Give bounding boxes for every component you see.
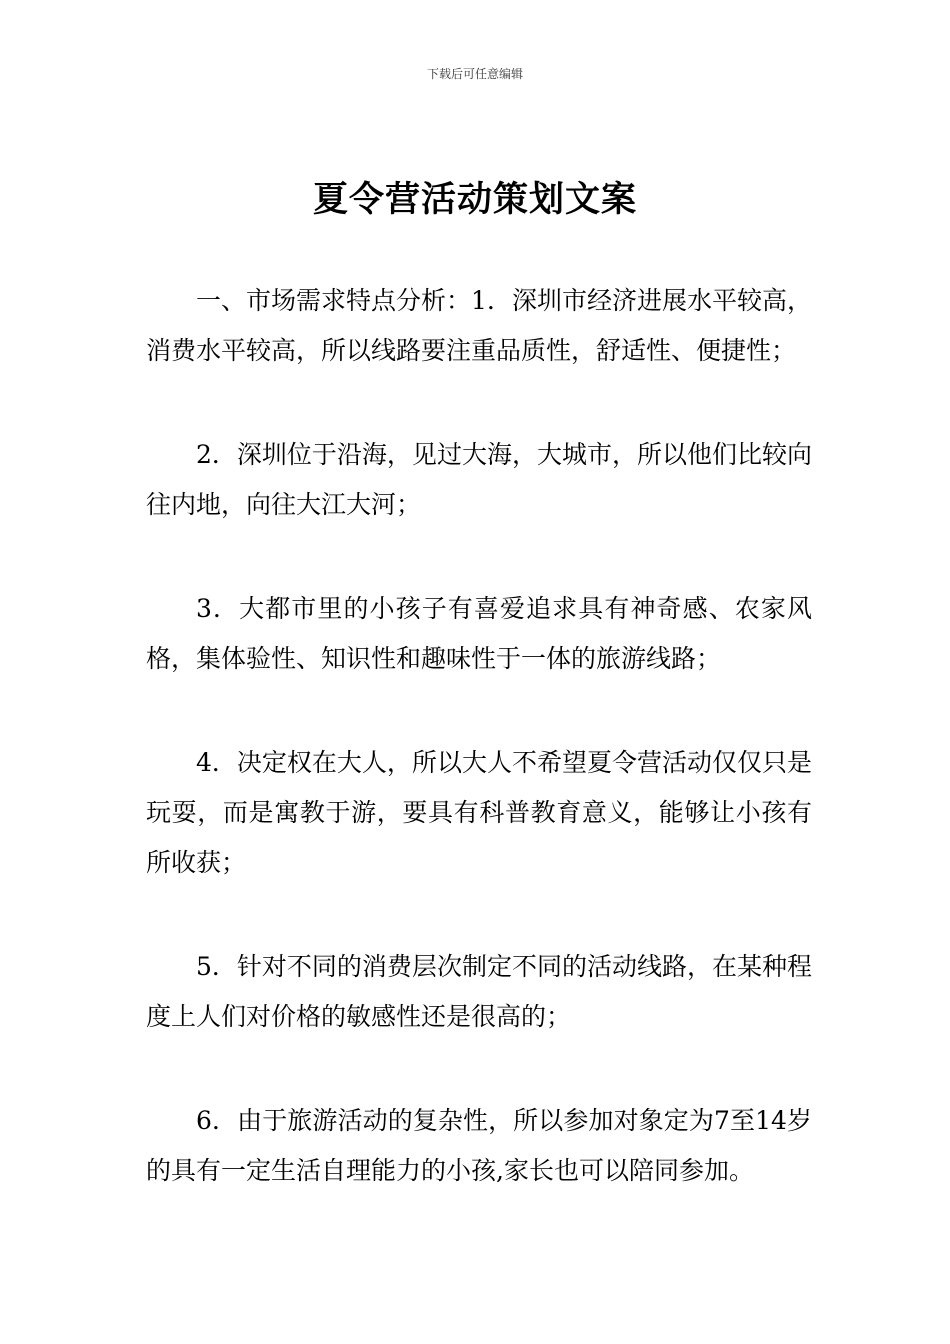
paragraph-point-4: 4．决定权在大人，所以大人不希望夏令营活动仅仅只是玩耍，而是寓教于游，要具有科普教育意义，能够让小孩有所收获； bbox=[146, 748, 812, 877]
paragraph-point-3: 3．大都市里的小孩子有喜爱追求具有神奇感、农家风格，集体验性、知识性和趣味性于一体的旅游线路； bbox=[146, 594, 812, 673]
document-title: 夏令营活动策划文案 bbox=[312, 180, 637, 220]
paragraph-point-5: 5．针对不同的消费层次制定不同的活动线路，在某种程度上人们对价格的敏感性还是很高的； bbox=[146, 952, 812, 1031]
paragraph-point-6: 6．由于旅游活动的复杂性，所以参加对象定为7至14岁的具有一定生活自理能力的小孩,家长也可以陪同参加。 bbox=[146, 1106, 812, 1185]
paragraph-point-2: 2．深圳位于沿海，见过大海，大城市，所以他们比较向往内地，向往大江大河； bbox=[146, 440, 812, 519]
paragraph-market-analysis: 一、市场需求特点分析：1．深圳市经济进展水平较高，消费水平较高，所以线路要注重品质性，舒适性、便捷性； bbox=[146, 286, 812, 365]
header-note: 下载后可任意编辑 bbox=[426, 67, 523, 81]
document-body bbox=[146, 276, 812, 1250]
